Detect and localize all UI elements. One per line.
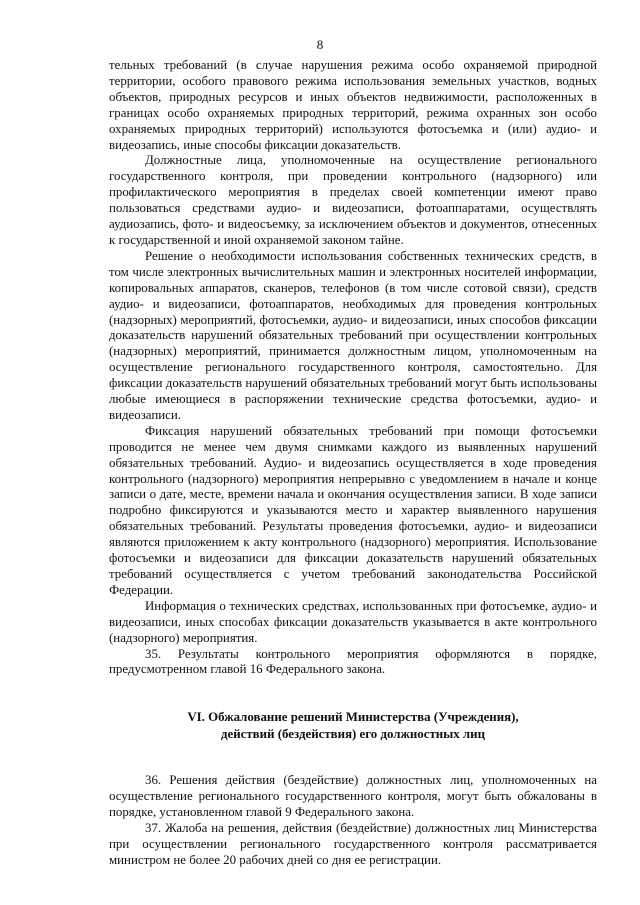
- paragraph: тельных требований (в случае нарушения режима особо охраняемой природной территории, особого правового режима использования земельных участков, водных объектов, природных ресурсов и иных объектов недвижимости, расположенных в границах особо охраняемых природных территорий, режима охранных зон особо охраняемых природных территорий) используются фотосъемка и (или) аудио- и видеозапись, иные способы фиксации доказательств.: [109, 58, 597, 152]
- paragraph: 35. Результаты контрольного мероприятия оформляются в порядке, предусмотренном главой 16 Федерального закона.: [109, 646, 597, 677]
- section-heading: [109, 709, 597, 742]
- page-number: 8: [316, 37, 324, 52]
- paragraph: 37. Жалоба на решения, действия (бездействие) должностных лиц Министерства при осуществлении регионального государственного контроля рассматривается министром не более 20 рабочих дней со дня ее регистрации.: [109, 821, 597, 867]
- paragraph: 36. Решения действия (бездействие) должностных лиц, уполномоченных на осуществление регионального государственного контроля, могут быть обжалованы в порядке, установленном главой 9 Федерального закона.: [109, 773, 597, 820]
- paragraph: Должностные лица, уполномоченные на осуществление регионального государственного контроля, при проведении контрольного (надзорного) или профилактического мероприятия в пределах своей компетенции имеют право пользоваться средствами аудио- и видеозаписи, фотоаппаратами, осуществлять аудиозапись, фото- и видеосъемку, за исключением объектов и документов, отнесенных к государственной и иной охраняемой законом тайне.: [109, 153, 597, 247]
- document-body: [109, 58, 597, 869]
- section-heading-line: VI. Обжалование решений Министерства (Учреждения),: [187, 710, 519, 725]
- paragraph: Решение о необходимости использования собственных технических средств, в том числе электронных вычислительных машин и электронных носителей информации, копировальных аппаратов, сканеров, телефонов (в том числе сотовой связи), средств аудио- и видеозаписи, фотоаппаратов, необходимых для проведения контрольных (надзорных) мероприятий, фотосъемки, аудио- и видеозаписи, иных способов фиксации доказательств нарушений обязательных требований при осуществлении контрольных (надзорных) мероприятий, принимается должностным лицом, уполномоченным на осуществление регионального государственного контроля, самостоятельно. Для фиксации доказательств нарушений обязательных требований могут быть использованы любые имеющиеся в распоряжении технические средства фотосъемки, аудио- и видеозаписи.: [109, 248, 597, 422]
- paragraph: Фиксация нарушений обязательных требований при помощи фотосъемки проводится не менее чем двумя снимками каждого из выявленных нарушений обязательных требований. Аудио- и видеозапись осуществляется в ходе проведения контрольного (надзорного) мероприятия непрерывно с уведомлением в начале и конце записи о дате, месте, времени начала и окончания осуществления записи. В ходе записи подробно фиксируются и указываются место и характер выявленного нарушения обязательных требований. Результаты проведения фотосъемки, аудио- и видеозаписи являются приложением к акту контрольного (надзорного) мероприятия. Использование фотосъемки и видеозаписи для фиксации доказательств нарушений обязательных требований осуществляется с учетом требований законодательства Российской Федерации.: [109, 423, 597, 597]
- paragraph: Информация о технических средствах, использованных при фотосъемке, аудио- и видеозаписи, иных способах фиксации доказательств указывается в акте контрольного (надзорного) мероприятия.: [109, 598, 597, 645]
- section-heading-line: действий (бездействия) его должностных лиц: [220, 726, 486, 741]
